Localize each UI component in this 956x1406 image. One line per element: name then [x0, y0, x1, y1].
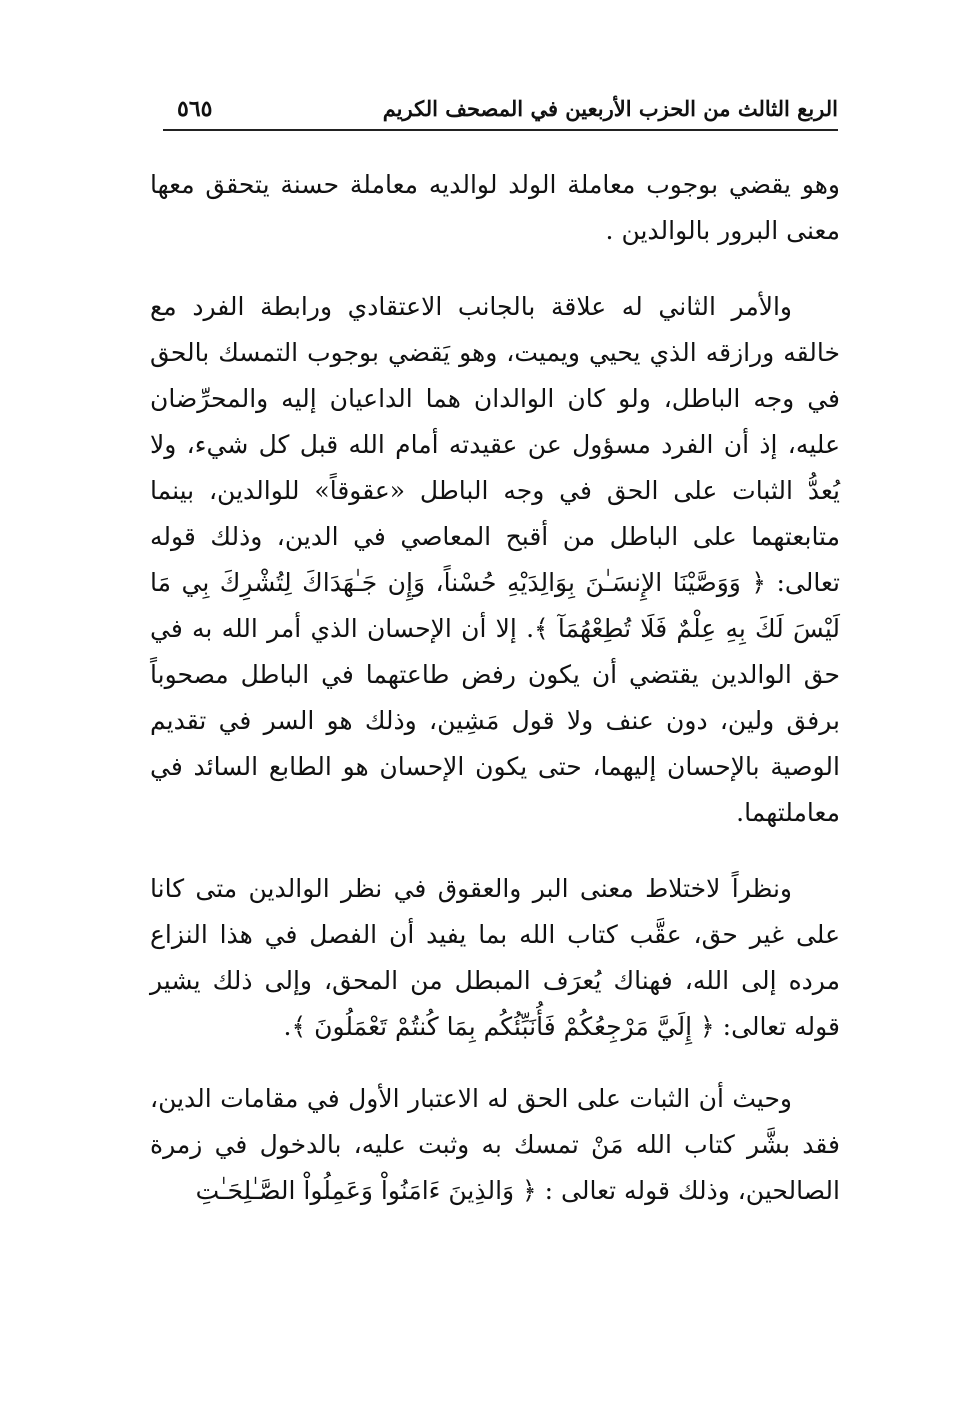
paragraph-3: ونظراً لاختلاط معنى البر والعقوق في نظر الوالدين متى كانا على غير حق، عقَّب كتاب الله بما يفيد أن الفصل في هذا النزاع مرده إلى الله، فهناك يُعرَف المبطل من المحق، وإلى ذلك يشير قوله تعالى: ﴿ إِلَيَّ مَرْجِعُكُمْ فَأُنَبِّئُكُم بِمَا كُنتُمْ تَعْمَلُونَ ﴾.	[150, 874, 840, 1041]
running-header-title: الربع الثالث من الحزب الأربعين في المصحف الكريم	[382, 96, 838, 121]
paragraph-1: وهو يقضي بوجوب معاملة الولد لوالديه معاملة حسنة يتحقق معها معنى البرور بالوالدين .	[150, 170, 840, 245]
paragraph-gap	[150, 254, 840, 284]
paragraph-2: والأمر الثاني له علاقة بالجانب الاعتقادي ورابطة الفرد مع خالقه ورازقه الذي يحيي ويميت، وهو يَقضي بوجوب التمسك بالحق في وجه الباطل، ولو كان الوالدان هما الداعيان إليه والمحرِّضان عليه، إذ أن الفرد مسؤول عن عقيدته أمام الله قبل كل شيء، ولا يُعدُّ الثبات على الحق في وجه الباطل «عقوقاً» للوالدين، بينما متابعتهما على الباطل من أقبح المعاصي في الدين، وذلك قوله تعالى: ﴿ وَوَصَّيْنَا الإِنسَـٰنَ بِوَالِدَيْهِ حُسْناً، وَإِن جَـٰهَدَاكَ لِتُشْرِكَ بِي مَا لَيْسَ لَكَ بِهِ عِلْمٌ فَلَا تُطِعْهُمَآ ﴾. إلا أن الإحسان الذي أمر الله به في حق الوالدين يقتضي أن يكون رفض طاعتهما في الباطل مصحوباً برفق ولين، دون عنف ولا قول مَشِين، وذلك هو السر في تقديم الوصية بالإحسان إليهما، حتى يكون الإحسان هو الطابع السائد في معاملتهما.	[150, 292, 840, 827]
page-number: ٥٦٥	[177, 96, 213, 122]
paragraph-4: وحيث أن الثبات على الحق له الاعتبار الأول في مقامات الدين، فقد بشَّر كتاب الله مَنْ تمسك به وثبت عليه، بالدخول في زمرة الصالحين، وذلك قوله تعالى : ﴿ وَالذِينَ ءَامَنُواْ وَعَمِلُواْ الصَّـٰلِحَـٰتِ	[150, 1084, 840, 1205]
header-rule	[163, 129, 838, 131]
body-text	[150, 162, 840, 1214]
paragraph-gap	[150, 836, 840, 866]
paragraph-gap	[150, 1050, 840, 1076]
running-header	[163, 92, 838, 126]
